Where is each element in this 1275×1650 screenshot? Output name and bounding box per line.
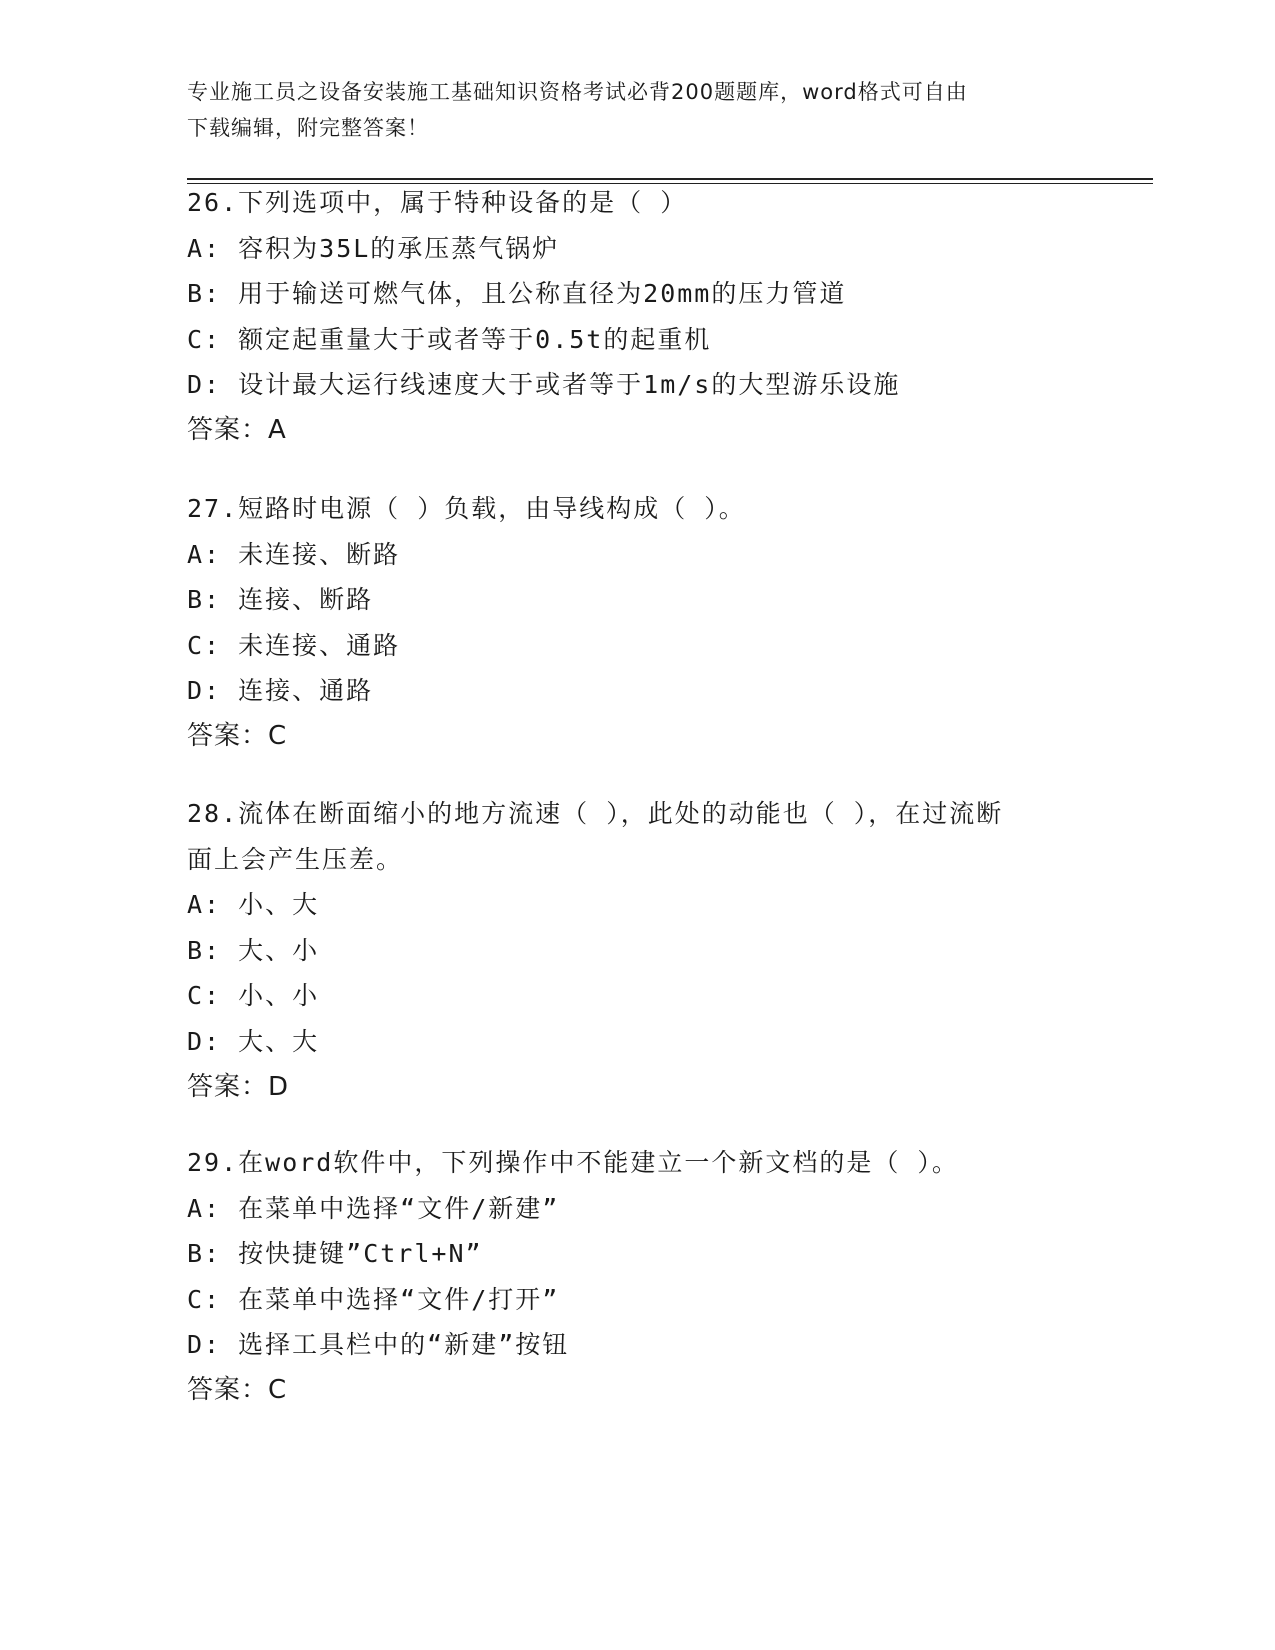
answer-label: 答案：C xyxy=(187,1374,288,1405)
option-d: D: 设计最大运行线速度大于或者等于1m/s的大型游乐设施 xyxy=(187,370,901,400)
option-c: C: 在菜单中选择“文件/打开” xyxy=(187,1284,560,1314)
option-b: B: 按快捷键”Ctrl+N” xyxy=(187,1239,483,1269)
header-line-1: 专业施工员之设备安装施工基础知识资格考试必背200题题库，word格式可自由 xyxy=(187,80,968,104)
question-29 xyxy=(187,1140,1107,1414)
answer-label: 答案：D xyxy=(187,1071,290,1102)
question-26 xyxy=(187,180,1107,454)
option-a: A: 小、大 xyxy=(187,890,320,920)
option-c: C: 未连接、通路 xyxy=(187,630,401,660)
header-line-2: 下载编辑，附完整答案！ xyxy=(187,116,429,140)
question-stem: 29.在word软件中，下列操作中不能建立一个新文档的是（ ）。 xyxy=(187,1148,959,1177)
option-b: B: 用于输送可燃气体，且公称直径为20mm的压力管道 xyxy=(187,279,847,309)
answer-label: 答案：A xyxy=(187,414,287,445)
option-c: C: 额定起重量大于或者等于0.5t的起重机 xyxy=(187,324,712,354)
option-c: C: 小、小 xyxy=(187,981,320,1011)
option-b: B: 大、小 xyxy=(187,935,320,965)
question-27 xyxy=(187,486,1107,760)
option-a: A: 未连接、断路 xyxy=(187,539,401,569)
option-d: D: 大、大 xyxy=(187,1026,320,1056)
question-stem: 27.短路时电源（ ）负载，由导线构成（ ）。 xyxy=(187,494,746,523)
option-d: D: 选择工具栏中的“新建”按钮 xyxy=(187,1330,570,1360)
option-a: A: 在菜单中选择“文件/新建” xyxy=(187,1193,560,1223)
option-a: A: 容积为35L的承压蒸气锅炉 xyxy=(187,233,560,263)
answer-label: 答案：C xyxy=(187,720,288,751)
option-b: B: 连接、断路 xyxy=(187,585,374,615)
question-28 xyxy=(187,791,1107,1110)
question-stem: 28.流体在断面缩小的地方流速（ ），此处的动能也（ ），在过流断 xyxy=(187,799,1004,828)
question-stem-cont: 面上会产生压差。 xyxy=(187,844,404,874)
option-d: D: 连接、通路 xyxy=(187,676,374,706)
document-header xyxy=(187,74,1087,146)
question-stem: 26.下列选项中，属于特种设备的是（ ） xyxy=(187,188,688,217)
